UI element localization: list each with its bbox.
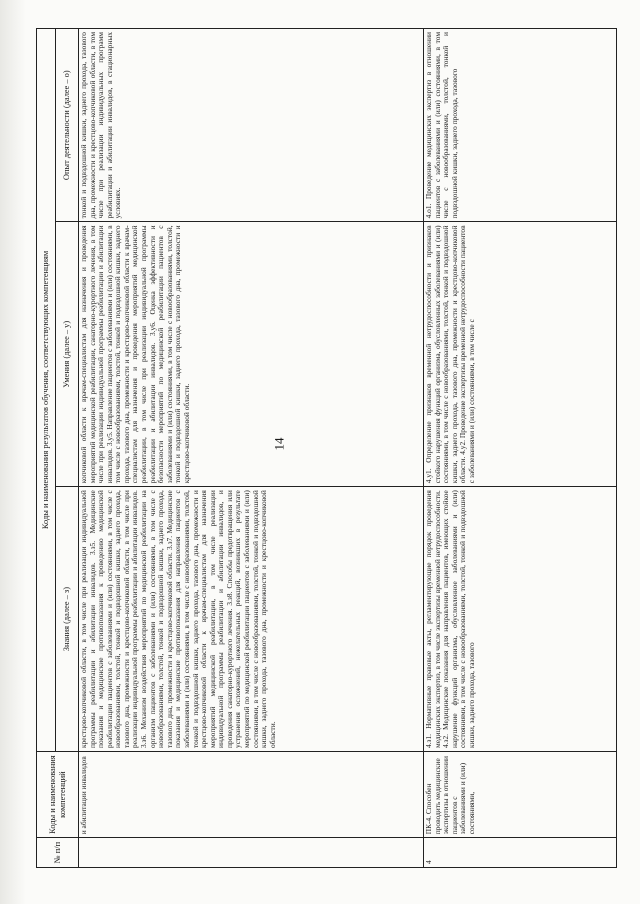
header-knowledge: Знания (далее – з) <box>56 487 79 752</box>
header-skills: Умения (далее – у) <box>56 222 79 487</box>
cell-experience: 4.о1. Проведение медицинских экспертиз в отношении пациентов с заболеваниями и (или) состояниями, в том числе с новообразованиями, толстой, тонкой и подвздошной кишки, заднего прохода, тазового <box>424 29 617 222</box>
scan-edge-shadow <box>0 0 26 904</box>
cell-experience: тонкой и подвздошной кишки, заднего прохода, тазового дна, промежности и крестцово-копчиковой области, в том числе при реализации индивидуальных программ реабилитации и абилитации инвалидов, в стационарных условиях. <box>79 29 424 222</box>
competency-table <box>36 28 617 868</box>
header-experience: Опыт деятельности (далее – о) <box>56 29 79 222</box>
table-subheader-row <box>56 29 79 868</box>
cell-number <box>79 838 424 868</box>
cell-number: 4 <box>424 838 617 868</box>
page-number: 14 <box>271 437 287 451</box>
header-results: Коды и наименования результатов обучения, соответствующих компетенциям <box>37 29 56 752</box>
cell-skills: 4.у1. Определение признаков временной нетрудоспособности и признаков стойкого нарушения функций организма, обусловленных заболеваниями и (или) состояниями, в том числе с новообразованиями, толстой, тонкой и подвздошной кишки, заднего прохода, тазового дна, промежности и крестцово-копчиковой области. 4.у2. Проведение экспертизы временной нетрудоспособности пациентов с заболеваниями и (или) состояниями, в том числе с <box>424 222 617 487</box>
header-competency: Коды и наименования компетенций <box>37 751 79 837</box>
cell-knowledge: крестцово-копчиковой области, в том числе при реализации индивидуальной программы реабилитации и абилитации инвалидов. 3.з5. Медицинские показания и медицинские противопоказания к проведению медицинской реабилитации пациентов с заболеваниями и (или) состояниями, в том числе с новообразованиями, толстой, тонкой и подвздошной кишки, заднего прохода, тазового дна, промежности и крестцово-копчиковой области, в том числе при реализации индивидуальной программы реабилитации и абилитации инвалидов. 3.з6. Механизм воздействия мероприятий по медицинской реабилитации на организм пациентов с заболеваниями и (или) состояниями, в том числе с новообразованиями, толстой, тонкой и подвздошной кишки, заднего прохода, тазового дна, промежности и крестцово-копчиковой области. 3.з7. Медицинские показания и медицинские противопоказания для направления пациентов с заболеваниями и (или) состояниями, в том числе с новообразованиями, толстой, тонкой и подвздошной кишки, заднего прохода, тазового дна, промежности и крестцово-копчиковой области к врачам-специалистам для назначения мероприятий медицинской реабилитации, в том числе реализации индивидуальной программы реабилитации и абилитации инвалидов, и проведения санаторно-курортного лечения. 3.з8. Способы предотвращения или устранения осложнений, нежелательных реакций, возникших в результате мероприятий по медицинской реабилитации пациентов с заболеваниями и (или) состояниями, в том числе с новообразованиями, толстой, тонкой и подвздошной кишки, заднего прохода, тазового дна, промежности и крестцово-копчиковой области. <box>79 487 424 752</box>
cell-competency: и абилитации инвалидов <box>79 751 424 837</box>
table-row <box>79 29 424 868</box>
cell-skills: копчиковой области к врачам-специалистам для назначения и проведения мероприятий медицинской реабилитации, санаторно-курортного лечения, в том числе при реализации индивидуальной программы реабилитации и абилитации инвалидов. 3.у5. Направление пациентов с заболеваниями и (или) состояниями, в том числе с новообразованиями, толстой, тонкой и подвздошной кишки, заднего прохода, тазового дна, промежности и крестцово-копчиковой области к врачам-специалистам для назначения и проведения мероприятий медицинской реабилитации, в том числе при реализации индивидуальной программы реабилитации и абилитации инвалидов. 3.у6. Оценка эффективности и безопасности мероприятий по медицинской реабилитации пациентов с заболеваниями и (или) состояниями, в том числе с новообразованиями, толстой, тонкой и подвздошной кишки, заднего прохода, тазового дна, промежности и крестцово-копчиковой области. <box>79 222 424 487</box>
cell-competency: ПК-4. Способен проводить медицинские экспертизы в отношении пациентов с заболеваниями и (или) состояниями, <box>424 751 617 837</box>
cell-knowledge: 4.з1. Нормативные правовые акты, регламентирующие порядок проведения медицинских экспертиз, в том числе экспертизы временной нетрудоспособности. 4.з2. Медицинские показания для направления пациентов, имеющих стойкое нарушение функций организма, обусловленное заболеваниями и (или) состояниями, в том числе с новообразованиями, толстой, тонкой и подвздошной кишки, заднего прохода, тазового <box>424 487 617 752</box>
table-row <box>424 29 617 868</box>
table-header-row <box>37 29 56 868</box>
header-number: № п/п <box>37 838 79 868</box>
rotated-table-sheet <box>36 28 614 868</box>
